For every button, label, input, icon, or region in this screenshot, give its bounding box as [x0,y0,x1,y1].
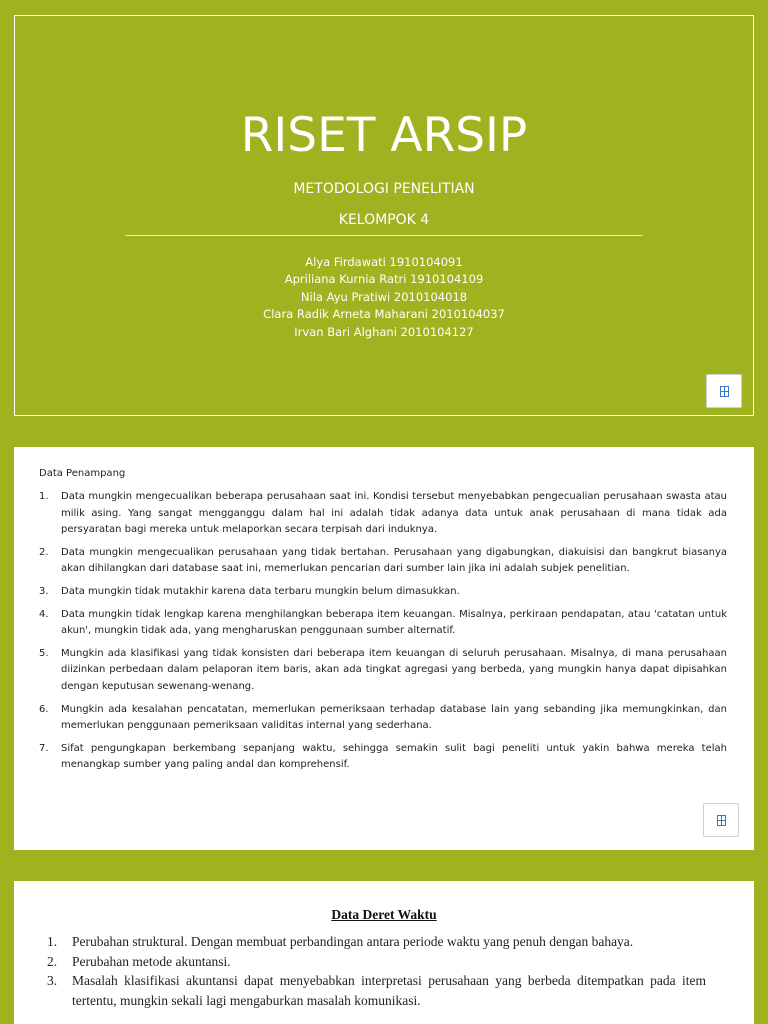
item-number: 2. [47,953,58,969]
list-item [39,584,727,601]
item-text: Data mungkin tidak mutakhir karena data terbaru mungkin belum dimasukkan. [61,585,460,597]
section-heading: Data Penampang [39,468,126,479]
item-text: Sifat pengungkapan berkembang sepanjang waktu, sehingga semakin sulit bagi peneliti untuk yakin bahwa mereka telah menangkap sumber yang paling andal dan komprehensif. [61,742,727,771]
item-text: Mungkin ada klasifikasi yang tidak konsisten dari beberapa item keuangan di seluruh perusahaan. Misalnya, di mana perusahaan diizinkan perbedaan dalam pelaporan item baris, akan ada tingkat agregasi yang berbeda, yang mungkin hanya dapat dipisahkan dengan keputusan sewenang-wenang. [61,647,727,692]
item-number: 5. [39,647,49,659]
cross-section-slide [14,447,754,850]
list-item [39,545,727,578]
item-number: 1. [39,491,49,502]
member-item: Apriliana Kurnia Ratri 1910104109 [284,272,484,287]
member-list [15,254,753,341]
numbered-list [39,489,727,780]
item-text: Data mungkin tidak lengkap karena menghilangkan beberapa item keuangan. Misalnya, perkiraan pendapatan, atau 'catatan untuk akun', mungkin tidak ada, yang mengharuskan penggunaan sumber alternatif. [61,608,727,637]
item-text: Data mungkin mengecualikan perusahaan yang tidak bertahan. Perusahaan yang digabungkan, diakuisisi dan bangkrut biasanya akan dihilangkan dari database saat ini, memerlukan pencarian dari sumber lain jika ini adalah subjek penelitian. [61,546,727,575]
list-item [39,702,727,735]
member-item: Clara Radik Arneta Maharani 2010104037 [263,307,505,322]
item-number: 3. [39,585,49,597]
member-item: Alya Firdawati 1910104091 [305,255,463,269]
list-item [47,971,706,1010]
section-heading: Data Deret Waktu [331,907,437,922]
item-number: 2. [39,546,49,558]
list-item [47,932,706,952]
list-item [39,646,727,696]
item-text: Perubahan metode akuntansi. [72,953,231,969]
slide-subtitle: METODOLOGI PENELITIAN [293,181,475,197]
item-text: Masalah klasifikasi akuntansi dapat menyebabkan interpretasi perusahaan yang berbeda ditempatkan pada item tertentu, mungkin sekali lagi mengaburkan masalah komunikasi. [72,973,706,1008]
title-slide [14,15,754,416]
numbered-list [47,932,706,1010]
file-icon [720,386,729,397]
item-text: Mungkin ada kesalahan pencatatan, memerlukan pemeriksaan terhadap database lain yang sebanding jika memungkinkan, dan memerlukan penggunaan pemeriksaan validitas internal yang sederhana. [61,703,727,732]
item-number: 3. [47,973,58,988]
file-icon [717,815,726,826]
list-item [47,952,706,972]
item-number: 6. [39,703,49,715]
slide-icon-button[interactable] [706,374,742,408]
time-series-slide [14,881,754,1024]
list-item [39,607,727,640]
group-label: KELOMPOK 4 [338,212,430,228]
item-number: 1. [47,934,58,949]
list-item [39,489,727,539]
divider [125,235,643,236]
slide-title: RISET ARSIP [240,108,528,163]
item-number: 4. [39,608,49,620]
member-item: Nila Ayu Pratiwi 2010104018 [300,289,468,304]
item-number: 7. [39,742,49,754]
item-text: Data mungkin mengecualikan beberapa perusahaan saat ini. Kondisi tersebut menyebabkan pengecualian perusahaan swasta atau milik asing. Yang sangat mengganggu dalam hal ini adalah tidak adanya data untuk anak perusahaan di mana tidak ada persyaratan bagi mereka untuk melaporkan secara terpisah dari induknya. [61,491,727,536]
item-text: Perubahan struktural. Dengan membuat perbandingan antara periode waktu yang penuh dengan bahaya. [72,934,634,949]
list-item [39,741,727,774]
slide-icon-button[interactable] [703,803,739,837]
member-item: Irvan Bari Alghani 2010104127 [294,324,474,339]
